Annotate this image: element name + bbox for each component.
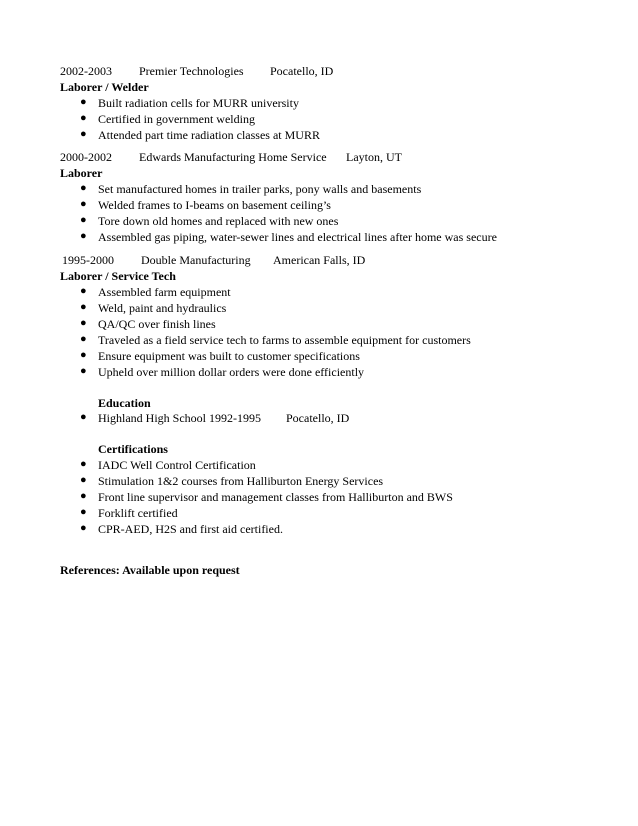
certification-text: Forklift certified — [98, 506, 178, 520]
duty-text: Ensure equipment was built to customer specifications — [98, 349, 360, 363]
job-title: Laborer / Welder — [60, 80, 149, 94]
bullet-icon: ● — [80, 128, 87, 140]
bullet-icon: ● — [80, 112, 87, 124]
duty-text: Upheld over million dollar orders were done efficiently — [98, 365, 365, 379]
duty-text: Weld, paint and hydraulics — [98, 301, 227, 315]
certification-text: Stimulation 1&2 courses from Halliburton Energy Services — [98, 474, 384, 488]
duty-text: Set manufactured homes in trailer parks, pony walls and basements — [98, 182, 422, 196]
bullet-icon: ● — [80, 365, 87, 377]
bullet-icon: ● — [80, 198, 87, 210]
job-location: American Falls, ID — [273, 253, 366, 267]
duty-text: QA/QC over finish lines — [98, 317, 216, 331]
job-company: Double Manufacturing — [141, 253, 251, 267]
duty-text: Attended part time radiation classes at MURR — [98, 128, 320, 142]
bullet-icon: ● — [80, 317, 87, 329]
job-title: Laborer / Service Tech — [60, 269, 176, 283]
certifications-heading: Certifications — [98, 442, 168, 456]
bullet-icon: ● — [80, 333, 87, 345]
job-years: 2002-2003 — [60, 64, 112, 78]
education-school: Highland High School 1992-1995 — [98, 411, 261, 425]
duty-text: Assembled farm equipment — [98, 285, 231, 299]
bullet-icon: ● — [80, 349, 87, 361]
duty-text: Tore down old homes and replaced with new ones — [98, 214, 339, 228]
certification-text: CPR-AED, H2S and first aid certified. — [98, 522, 283, 536]
certification-text: IADC Well Control Certification — [98, 458, 256, 472]
bullet-icon: ● — [80, 458, 87, 470]
job-location: Pocatello, ID — [270, 64, 334, 78]
bullet-icon: ● — [80, 301, 87, 313]
job-company: Edwards Manufacturing Home Service — [139, 150, 327, 164]
bullet-icon: ● — [80, 96, 87, 108]
job-company: Premier Technologies — [139, 64, 244, 78]
duty-text: Welded frames to I-beams on basement ceiling’s — [98, 198, 331, 212]
duty-text: Assembled gas piping, water-sewer lines and electrical lines after home was secure — [98, 230, 497, 244]
bullet-icon: ● — [80, 474, 87, 486]
education-heading: Education — [98, 396, 151, 410]
duty-text: Built radiation cells for MURR university — [98, 96, 299, 110]
job-years: 2000-2002 — [60, 150, 112, 164]
bullet-icon: ● — [80, 182, 87, 194]
bullet-icon: ● — [80, 506, 87, 518]
job-years: 1995-2000 — [62, 253, 114, 267]
certification-text: Front line supervisor and management classes from Halliburton and BWS — [98, 490, 453, 504]
bullet-icon: ● — [80, 411, 87, 423]
bullet-icon: ● — [80, 490, 87, 502]
bullet-icon: ● — [80, 214, 87, 226]
job-title: Laborer — [60, 166, 103, 180]
bullet-icon: ● — [80, 285, 87, 297]
bullet-icon: ● — [80, 522, 87, 534]
job-location: Layton, UT — [346, 150, 402, 164]
bullet-icon: ● — [80, 230, 87, 242]
education-location: Pocatello, ID — [286, 411, 350, 425]
duty-text: Certified in government welding — [98, 112, 255, 126]
references-line: References: Available upon request — [60, 563, 240, 577]
duty-text: Traveled as a field service tech to farms to assemble equipment for customers — [98, 333, 471, 347]
